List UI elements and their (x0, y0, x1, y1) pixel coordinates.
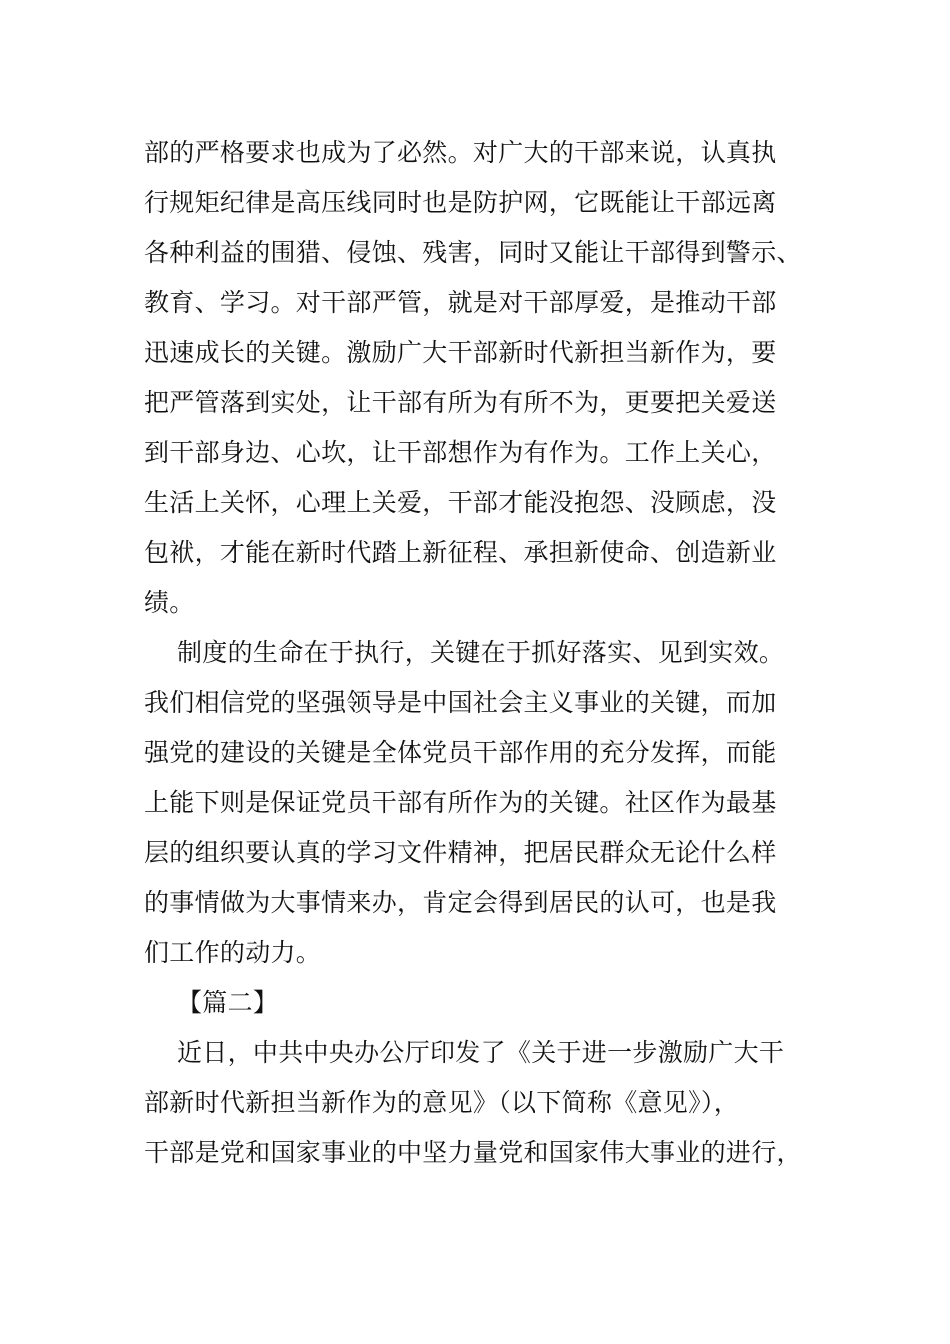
text-line: 迅速成长的关键。激励广大干部新时代新担当新作为，要 (144, 338, 777, 367)
text-line: 层的组织要认真的学习文件精神，把居民群众无论什么样 (144, 838, 777, 867)
paragraph-2 (144, 628, 804, 978)
text-line: 制度的生命在于执行，关键在于抓好落实、见到实效。 (177, 638, 785, 667)
text-line: 各种利益的围猎、侵蚀、残害，同时又能让干部得到警示、 (144, 238, 802, 267)
text-line: 教育、学习。对干部严管，就是对干部厚爱，是推动干部 (144, 288, 777, 317)
text-line: 们工作的动力。 (144, 938, 322, 967)
text-line: 包袱，才能在新时代踏上新征程、承担新使命、创造新业 (144, 538, 777, 567)
text-line: 部的严格要求也成为了必然。对广大的干部来说，认真执 (144, 138, 777, 167)
paragraph-1 (144, 128, 804, 628)
text-line: 到干部身边、心坎，让干部想作为有作为。工作上关心， (144, 438, 777, 467)
text-line: 的事情做为大事情来办，肯定会得到居民的认可，也是我 (144, 888, 777, 917)
text-line: 干部是党和国家事业的中坚力量党和国家伟大事业的进行， (144, 1138, 802, 1167)
text-line: 近日，中共中央办公厅印发了《关于进一步激励广大干 (177, 1038, 785, 1067)
text-line: 部新时代新担当新作为的意见》（以下简称《意见》）， (144, 1088, 740, 1117)
text-line: 把严管落到实处，让干部有所为有所不为，更要把关爱送 (144, 388, 777, 417)
text-line: 行规矩纪律是高压线同时也是防护网，它既能让干部远离 (144, 188, 777, 217)
text-line: 强党的建设的关键是全体党员干部作用的充分发挥，而能 (144, 738, 777, 767)
document-body (144, 128, 804, 1178)
section-heading: 【篇二】 (177, 988, 279, 1017)
text-line: 绩。 (144, 588, 195, 617)
paragraph-3 (144, 1028, 804, 1178)
text-line: 我们相信党的坚强领导是中国社会主义事业的关键，而加 (144, 688, 777, 717)
text-line: 生活上关怀，心理上关爱，干部才能没抱怨、没顾虑，没 (144, 488, 777, 517)
text-line: 上能下则是保证党员干部有所作为的关键。社区作为最基 (144, 788, 777, 817)
